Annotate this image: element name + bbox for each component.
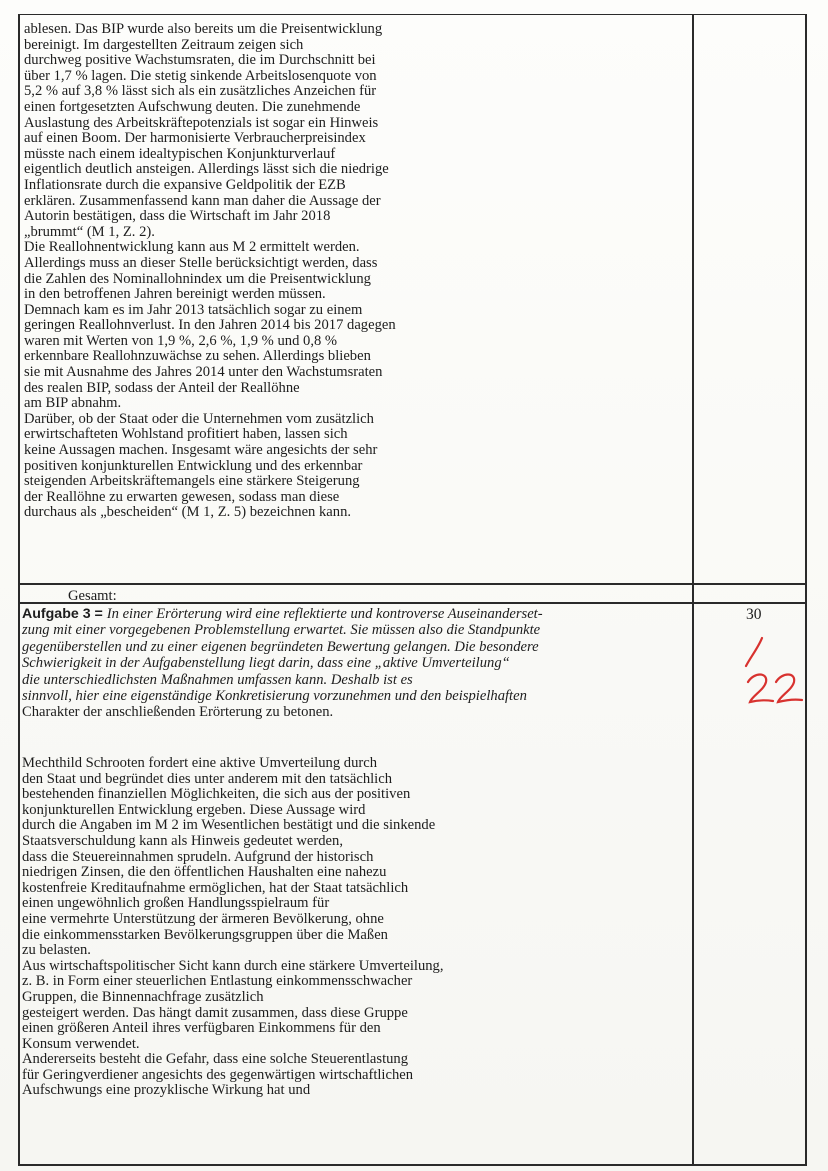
text-line: am BIP abnahm.	[24, 395, 122, 412]
text-line: Darüber, ob der Staat oder die Unternehmen vom zusätzlich	[24, 410, 374, 427]
text-line: einen ungewöhnlich großen Handlungsspielraum für	[22, 895, 330, 912]
table-left-border	[18, 14, 20, 1166]
solution-text-top	[24, 22, 396, 521]
text-line: Autorin bestätigen, dass die Wirtschaft im Jahr 2018	[24, 208, 331, 225]
text-line: Mechthild Schrooten fordert eine aktive Umverteilung durch	[22, 755, 378, 771]
text-line: Staatsverschuldung kann als Hinweis gedeutet werden,	[22, 832, 343, 849]
task-instruction-line: sinnvoll, hier eine eigenständige Konkretisierung vorzunehmen und den beispielhaften	[22, 688, 527, 705]
text-line: Demnach kam es im Jahr 2013 tatsächlich sogar zu einem	[24, 301, 363, 318]
text-line: einen größeren Anteil ihres verfügbaren Einkommens für den	[22, 1020, 381, 1037]
total-label: Gesamt:	[68, 588, 117, 604]
text-line: kostenfreie Kreditaufnahme ermöglichen, hat der Staat tatsächlich	[22, 879, 409, 896]
text-line: einen fortgesetzten Aufschwung deuten. Die zunehmende	[24, 98, 361, 115]
text-line: der Reallöhne zu erwarten gewesen, sodass man diese	[24, 488, 340, 505]
text-line: über 1,7 % lagen. Die stetig sinkende Arbeitslosenquote von	[24, 67, 377, 84]
table-bottom-border	[18, 1164, 807, 1166]
handwritten-score-mark	[740, 632, 810, 712]
text-line: Andererseits besteht die Gefahr, dass eine solche Steuerentlastung	[22, 1051, 409, 1068]
text-line: konjunkturellen Entwicklung ergeben. Diese Aussage wird	[22, 801, 366, 818]
text-line: durch die Angaben im M 2 im Wesentlichen bestätigt und die sinkende	[22, 817, 436, 834]
text-line: Auslastung des Arbeitskräftepotenzials ist sogar ein Hinweis	[24, 114, 379, 131]
task-label: Aufgabe 3	[22, 606, 91, 622]
text-line: 5,2 % auf 3,8 % lässt sich als ein zusätzliches Anzeichen für	[24, 83, 377, 100]
text-line: die Zahlen des Nominallohnindex um die Preisentwicklung	[24, 270, 371, 287]
text-line: Die Reallohnentwicklung kann aus M 2 ermittelt werden.	[24, 239, 360, 256]
table-top-border	[18, 14, 807, 15]
text-line: „brummt“ (M 1, Z. 2).	[24, 223, 155, 240]
text-line: bereinigt. Im dargestellten Zeitraum zeigen sich	[24, 36, 304, 53]
text-line: Konsum verwendet.	[22, 1035, 140, 1052]
text-line: müsste nach einem idealtypischen Konjunkturverlauf	[24, 145, 336, 162]
text-line: den Staat und begründet dies unter anderem mit den tatsächlich	[22, 770, 392, 787]
task-instruction-line: Schwierigkeit in der Aufgabenstellung liegt darin, dass eine „aktive Umverteilung“	[22, 655, 510, 672]
text-line: geringen Reallohnverlust. In den Jahren 2014 bis 2017 dagegen	[24, 317, 396, 334]
text-line: durchaus als „bescheiden“ (M 1, Z. 5) bezeichnen kann.	[24, 504, 352, 521]
table-right-border	[805, 14, 807, 1166]
text-line: erkennbare Reallohnzuwächse zu sehen. Allerdings blieben	[24, 348, 371, 365]
task-instruction-line: In einer Erörterung wird eine reflektierte und kontroverse Auseinanderset-	[106, 606, 543, 622]
task-description	[22, 606, 702, 721]
text-line: erwirtschafteten Wohlstand profitiert haben, lassen sich	[24, 426, 348, 443]
text-line: erklären. Zusammenfassend kann man daher die Aussage der	[24, 192, 381, 209]
text-line: des realen BIP, sodass der Anteil der Reallöhne	[24, 379, 300, 396]
text-line: Aufschwungs eine prozyklische Wirkung hat und	[22, 1082, 311, 1099]
task-separator: =	[90, 606, 107, 622]
text-line: niedrigen Zinsen, die den öffentlichen Haushalten eine nahezu	[22, 864, 387, 881]
solution-text-bottom	[22, 756, 443, 1099]
text-line: waren mit Werten von 1,9 %, 2,6 %, 1,9 % und 0,8 %	[24, 332, 338, 349]
text-line: sie mit Ausnahme des Jahres 2014 unter den Wachstumsraten	[24, 364, 383, 381]
text-line: in den betroffenen Jahren bereinigt werden müssen.	[24, 286, 326, 303]
text-line: die einkommensstarken Bevölkerungsgruppen über die Maßen	[22, 926, 388, 943]
task-instruction-line: gegenüberstellen und zu einer eigenen begründeten Bewertung gelangen. Die besondere	[22, 638, 539, 655]
text-line: positiven konjunkturellen Entwicklung und des erkennbar	[24, 457, 363, 474]
text-line: zu belasten.	[22, 942, 91, 959]
table-column-divider	[692, 14, 694, 1166]
task-instruction-line: die unterschiedlichsten Maßnahmen umfassen kann. Deshalb ist es	[22, 671, 413, 688]
task-instruction-tail: Charakter der anschließenden Erörterung zu betonen.	[22, 704, 334, 721]
text-line: Aus wirtschaftspolitischer Sicht kann durch eine stärkere Umverteilung,	[22, 957, 444, 974]
task-first-line	[22, 606, 702, 622]
max-points: 30	[746, 606, 762, 623]
text-line: gesteigert werden. Das hängt damit zusammen, dass diese Gruppe	[22, 1004, 408, 1021]
text-line: steigenden Arbeitskräftemangels eine stärkere Steigerung	[24, 473, 360, 490]
text-line: Inflationsrate durch die expansive Geldpolitik der EZB	[24, 176, 346, 193]
text-line: für Geringverdiener angesichts des gegenwärtigen wirtschaftlichen	[22, 1066, 414, 1083]
row-divider-top	[18, 583, 807, 585]
text-line: bestehenden finanziellen Möglichkeiten, die sich aus der positiven	[22, 786, 411, 803]
text-line: Allerdings muss an dieser Stelle berücksichtigt werden, dass	[24, 254, 378, 271]
task-instruction-line: zung mit einer vorgegebenen Problemstellung erwartet. Sie müssen also die Standpunkte	[22, 622, 541, 639]
text-line: dass die Steuereinnahmen sprudeln. Aufgrund der historisch	[22, 848, 374, 865]
row-divider-bottom	[18, 602, 807, 604]
text-line: eine vermehrte Unterstützung der ärmeren Bevölkerung, ohne	[22, 910, 384, 927]
text-line: keine Aussagen machen. Insgesamt wäre angesichts der sehr	[24, 442, 378, 459]
text-line: durchweg positive Wachstumsraten, die im Durchschnitt bei	[24, 52, 376, 69]
text-line: auf einen Boom. Der harmonisierte Verbraucherpreisindex	[24, 130, 366, 147]
text-line: ablesen. Das BIP wurde also bereits um die Preisentwicklung	[24, 21, 383, 37]
text-line: Gruppen, die Binnennachfrage zusätzlich	[22, 988, 264, 1005]
text-line: eigentlich deutlich ansteigen. Allerdings lässt sich die niedrige	[24, 161, 389, 178]
text-line: z. B. in Form einer steuerlichen Entlastung einkommensschwacher	[22, 973, 413, 990]
